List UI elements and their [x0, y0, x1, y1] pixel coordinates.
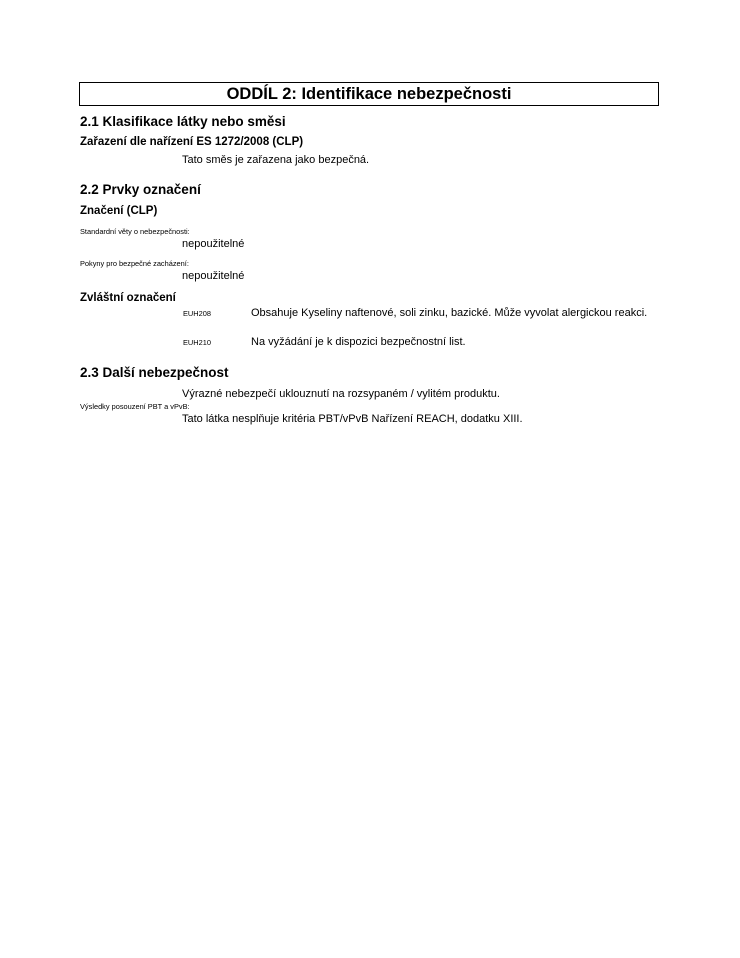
subheading-special-labelling: Zvláštní označení: [80, 292, 176, 304]
pbt-label: Výsledky posouzení PBT a vPvB:: [80, 402, 190, 411]
euh-code: EUH208: [183, 309, 211, 318]
heading-2-1: 2.1 Klasifikace látky nebo směsi: [80, 114, 286, 129]
hazard-statements-value: nepoužitelné: [182, 238, 245, 250]
precautionary-statements-value: nepoužitelné: [182, 270, 245, 282]
euh-code: EUH210: [183, 338, 211, 347]
euh-statement: Obsahuje Kyseliny naftenové, soli zinku, bazické. Může vyvolat alergickou reakci.: [251, 307, 648, 319]
subheading-clp-labelling: Značení (CLP): [80, 205, 158, 217]
precautionary-statements-label: Pokyny pro bezpečné zacházení:: [80, 259, 189, 268]
classification-text: Tato směs je zařazena jako bezpečná.: [182, 154, 370, 166]
section-header-box: [79, 82, 659, 106]
section-title: ODDÍL 2: Identifikace nebezpečnosti: [226, 85, 512, 103]
pbt-text: Tato látka nesplňuje kritéria PBT/vPvB Nařízení REACH, dodatku XIII.: [182, 413, 523, 425]
other-hazards-text: Výrazné nebezpečí uklouznutí na rozsypaném / vylitém produktu.: [182, 388, 500, 400]
heading-2-2: 2.2 Prvky označení: [80, 182, 201, 197]
hazard-statements-label: Standardní věty o nebezpečnosti:: [80, 227, 190, 236]
heading-2-3: 2.3 Další nebezpečnost: [80, 365, 229, 380]
subheading-clp-classification: Zařazení dle nařízení ES 1272/2008 (CLP): [80, 136, 304, 148]
euh-statement: Na vyžádání je k dispozici bezpečnostní list.: [251, 336, 466, 348]
